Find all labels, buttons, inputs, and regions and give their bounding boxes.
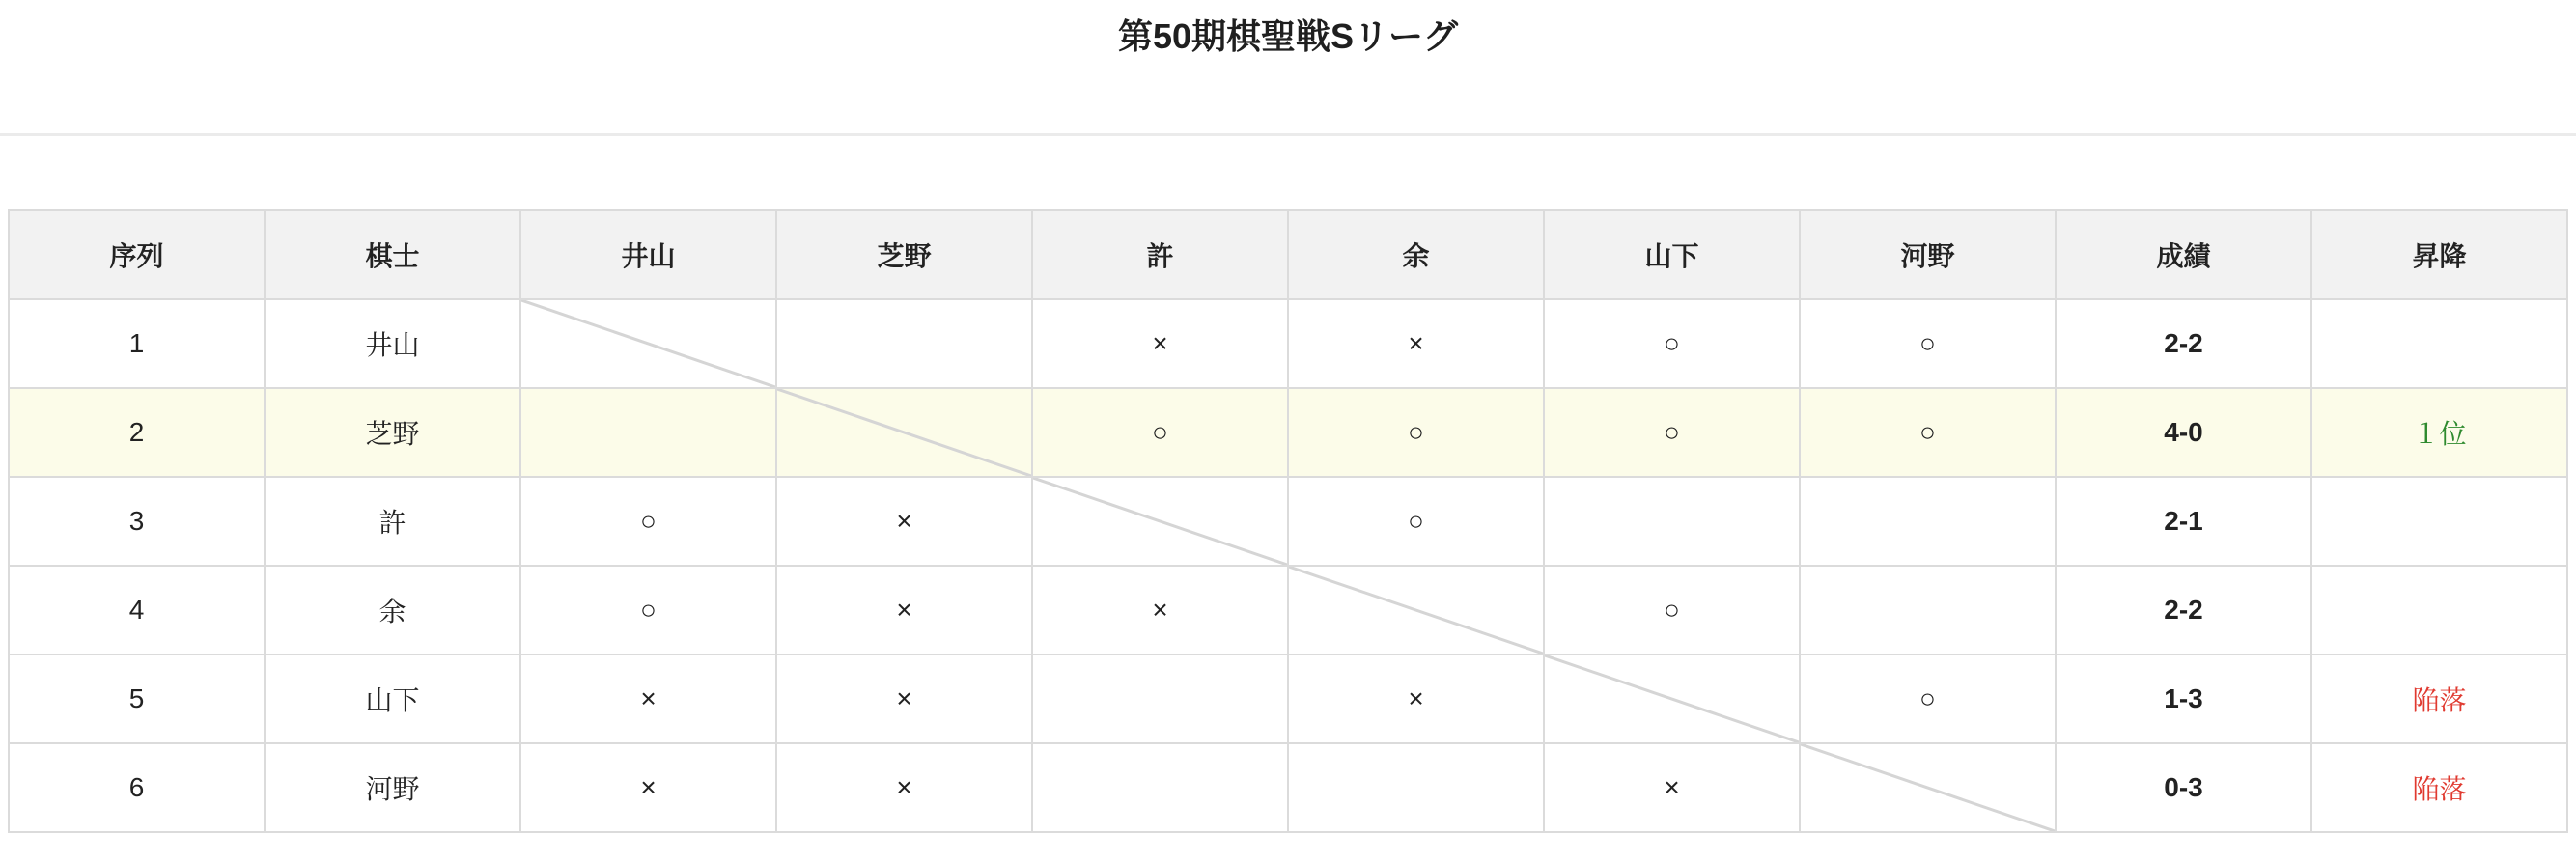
matchup-cell — [1800, 566, 2056, 654]
column-header-iyama: 井山 — [520, 210, 776, 299]
status-cell: １位 — [2311, 388, 2567, 477]
player-cell: 井山 — [265, 299, 520, 388]
self-match-diagonal-line — [1033, 478, 1287, 565]
matchup-cell: × — [520, 743, 776, 832]
rank-cell: 3 — [9, 477, 265, 566]
matchup-cell: × — [776, 477, 1032, 566]
status-cell — [2311, 299, 2567, 388]
player-cell: 芝野 — [265, 388, 520, 477]
matchup-cell: ○ — [1544, 299, 1800, 388]
page-title: 第50期棋聖戦Sリーグ — [1117, 16, 1459, 56]
self-match-diagonal-line — [1289, 567, 1543, 654]
matchup-cell: × — [1288, 299, 1544, 388]
matchup-cell — [1544, 654, 1800, 743]
column-header-rank: 序列 — [9, 210, 265, 299]
matchup-cell: ○ — [1288, 477, 1544, 566]
league-table-head — [9, 210, 2567, 299]
matchup-cell — [1800, 743, 2056, 832]
league-table — [8, 209, 2568, 833]
rank-cell: 1 — [9, 299, 265, 388]
record-cell: 0-3 — [2056, 743, 2311, 832]
matchup-cell — [1032, 477, 1288, 566]
league-table-body — [9, 299, 2567, 832]
matchup-cell: × — [1032, 566, 1288, 654]
column-header-kono: 河野 — [1800, 210, 2056, 299]
matchup-cell — [1032, 654, 1288, 743]
matchup-cell: ○ — [1800, 654, 2056, 743]
matchup-cell: ○ — [1032, 388, 1288, 477]
matchup-cell: ○ — [520, 477, 776, 566]
matchup-cell: × — [776, 743, 1032, 832]
matchup-cell — [1800, 477, 2056, 566]
self-match-diagonal-line — [1801, 744, 2055, 831]
column-header-promotion: 昇降 — [2311, 210, 2567, 299]
matchup-cell: ○ — [1544, 388, 1800, 477]
matchup-cell: × — [520, 654, 776, 743]
table-row — [9, 566, 2567, 654]
rank-cell: 5 — [9, 654, 265, 743]
player-cell: 河野 — [265, 743, 520, 832]
header-row — [9, 210, 2567, 299]
matchup-cell — [776, 388, 1032, 477]
matchup-cell — [776, 299, 1032, 388]
column-header-yamashita: 山下 — [1544, 210, 1800, 299]
column-header-shibano: 芝野 — [776, 210, 1032, 299]
matchup-cell: × — [1544, 743, 1800, 832]
matchup-cell: ○ — [1800, 299, 2056, 388]
matchup-cell: × — [776, 654, 1032, 743]
record-cell: 2-2 — [2056, 566, 2311, 654]
matchup-cell: ○ — [1800, 388, 2056, 477]
matchup-cell — [1544, 477, 1800, 566]
self-match-diagonal-line — [777, 389, 1031, 476]
matchup-cell — [1032, 743, 1288, 832]
self-match-diagonal-line — [1545, 655, 1799, 742]
status-cell: 陥落 — [2311, 743, 2567, 832]
player-cell: 余 — [265, 566, 520, 654]
status-cell — [2311, 566, 2567, 654]
rank-cell: 4 — [9, 566, 265, 654]
matchup-cell — [1288, 566, 1544, 654]
table-row — [9, 743, 2567, 832]
matchup-cell: ○ — [1544, 566, 1800, 654]
player-cell: 山下 — [265, 654, 520, 743]
matchup-cell: × — [1032, 299, 1288, 388]
status-cell: 陥落 — [2311, 654, 2567, 743]
matchup-cell: × — [776, 566, 1032, 654]
status-cell — [2311, 477, 2567, 566]
matchup-cell: × — [1288, 654, 1544, 743]
record-cell: 4-0 — [2056, 388, 2311, 477]
record-cell: 1-3 — [2056, 654, 2311, 743]
table-row — [9, 654, 2567, 743]
record-cell: 2-1 — [2056, 477, 2311, 566]
rank-cell: 6 — [9, 743, 265, 832]
matchup-cell: ○ — [1288, 388, 1544, 477]
matchup-cell: ○ — [520, 566, 776, 654]
league-table-container — [8, 209, 2568, 833]
self-match-diagonal-line — [521, 300, 775, 387]
matchup-cell — [520, 299, 776, 388]
column-header-player: 棋士 — [265, 210, 520, 299]
table-row — [9, 477, 2567, 566]
player-cell: 許 — [265, 477, 520, 566]
column-header-record: 成績 — [2056, 210, 2311, 299]
column-header-yo: 余 — [1288, 210, 1544, 299]
rank-cell: 2 — [9, 388, 265, 477]
table-row — [9, 299, 2567, 388]
matchup-cell — [520, 388, 776, 477]
matchup-cell — [1288, 743, 1544, 832]
record-cell: 2-2 — [2056, 299, 2311, 388]
header-divider — [0, 133, 2576, 136]
table-row — [9, 388, 2567, 477]
column-header-kyo: 許 — [1032, 210, 1288, 299]
